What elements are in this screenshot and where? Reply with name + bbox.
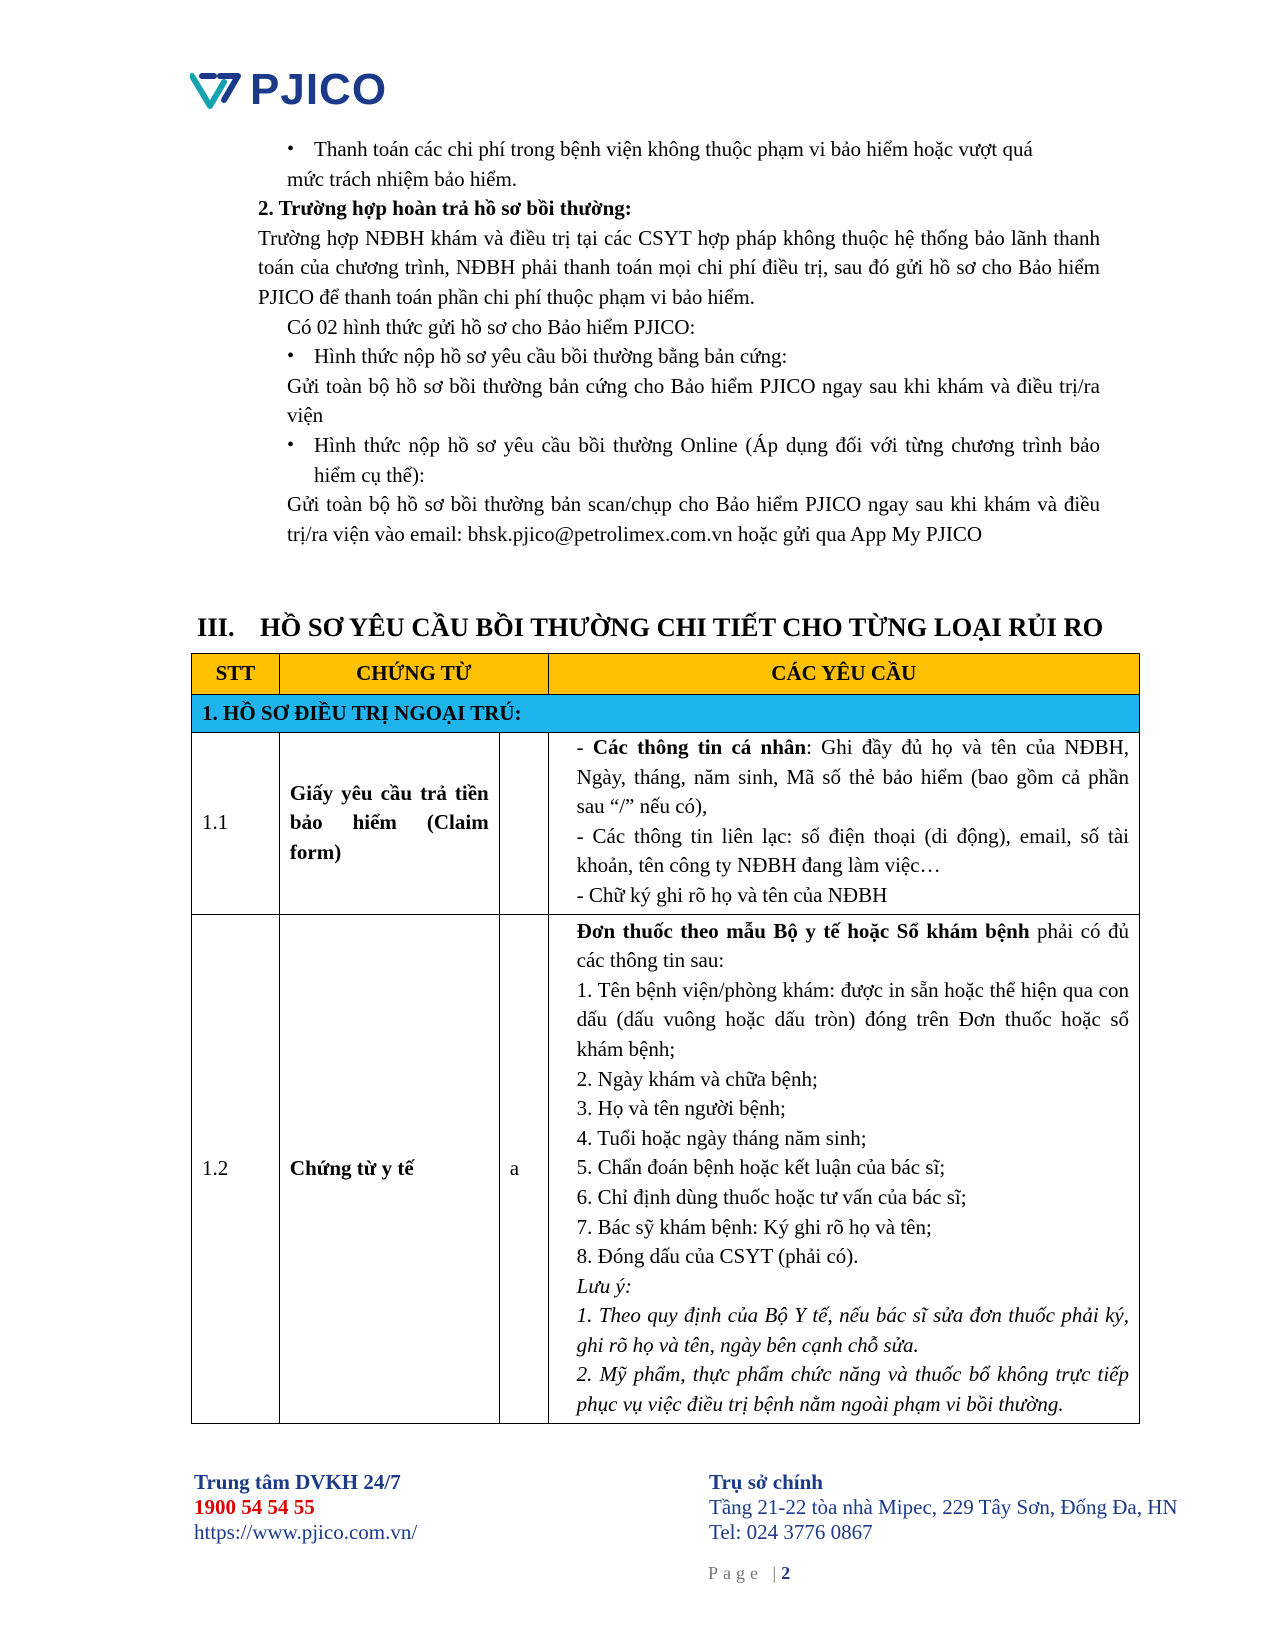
footer-tel: Tel: 024 3776 0867 — [709, 1520, 873, 1544]
hardcopy-detail: Gửi toàn bộ hồ sơ bồi thường bản cứng cho Bảo hiểm PJICO ngay sau khi khám và điều trị/ra viện — [287, 373, 1100, 428]
list-item: 8. Đóng dấu của CSYT (phải có). — [576, 1244, 859, 1269]
body-text — [258, 135, 1100, 549]
heading-reimbursement: 2. Trường hợp hoàn trả hồ sơ bồi thường: — [258, 196, 632, 221]
row-document: Giấy yêu cầu trả tiền bảo hiểm (Claim form) — [279, 733, 499, 915]
list-item: 6. Chỉ định dùng thuốc hoặc tư vấn của bác sĩ; — [576, 1184, 967, 1209]
row-sub — [499, 733, 548, 915]
bullet-costs: • Thanh toán các chi phí trong bệnh viện không thuộc phạm vi bảo hiểm hoặc vượt quá — [258, 135, 1100, 165]
header-stt: STT — [192, 654, 280, 695]
row-requirements: - Các thông tin cá nhân: Ghi đầy đủ họ và tên của NĐBH, Ngày, tháng, năm sinh, Mã số thẻ bảo hiểm (bao gồm cả phần sau “/” nếu có), - Các thông tin liên lạc: số điện thoại (di động), email, số tài khoản, tên công ty NĐBH đang làm việc… - Chữ ký ghi rõ họ và tên của NĐBH — [548, 733, 1139, 915]
section-outpatient-label: 1. HỒ SƠ ĐIỀU TRỊ NGOẠI TRÚ: — [192, 695, 1140, 733]
section-number: III. — [197, 612, 235, 642]
row-stt: 1.2 — [192, 914, 280, 1423]
list-item: 2. Ngày khám và chữa bệnh; — [576, 1066, 818, 1091]
brand-name: PJICO — [250, 65, 388, 114]
section-row-outpatient — [192, 695, 1140, 733]
pjico-logo-mark — [190, 70, 242, 110]
section-title — [197, 612, 1103, 643]
table-header-row — [192, 654, 1140, 695]
footer-hq-title: Trụ sở chính — [709, 1470, 823, 1494]
header-documents: CHỨNG TỪ — [279, 654, 548, 695]
paragraph-reimbursement: Trường hợp NĐBH khám và điều trị tại các CSYT hợp pháp không thuộc hệ thống bảo lãnh thanh toán của chương trình, NĐBH phải thanh toán mọi chi phí điều trị, sau đó gửi hồ sơ cho Bảo hiểm PJICO để thanh toán phần chi phí thuộc phạm vi bảo hiểm. — [258, 225, 1100, 309]
list-item: 4. Tuổi hoặc ngày tháng năm sinh; — [576, 1125, 867, 1150]
online-detail: Gửi toàn bộ hồ sơ bồi thường bản scan/chụp cho Bảo hiểm PJICO ngay sau khi khám và điều trị/ra viện vào email: bhsk.pjico@petrolimex.com.vn hoặc gửi qua App My PJICO — [287, 492, 1100, 546]
claim-documents-table — [191, 653, 1140, 1424]
bullet-hardcopy: • Hình thức nộp hồ sơ yêu cầu bồi thường bằng bản cứng: — [258, 342, 1100, 372]
note-title: Lưu ý: — [576, 1273, 632, 1298]
table-row — [192, 733, 1140, 915]
bullet-online: • Hình thức nộp hồ sơ yêu cầu bồi thường Online (Áp dụng đối với từng chương trình bảo hiểm cụ thể): — [258, 431, 1100, 490]
footer-address: Tầng 21-22 tòa nhà Mipec, 229 Tây Sơn, Đống Đa, HN — [709, 1495, 1178, 1519]
table-row — [192, 914, 1140, 1423]
note-item: 2. Mỹ phẩm, thực phẩm chức năng và thuốc bổ không trực tiếp phục vụ việc điều trị bệnh nằm ngoài phạm vi bồi thường. — [576, 1362, 1129, 1417]
paragraph-methods: Có 02 hình thức gửi hồ sơ cho Bảo hiểm PJICO: — [287, 314, 696, 339]
list-item: 7. Bác sỹ khám bệnh: Ký ghi rõ họ và tên; — [576, 1214, 932, 1239]
page-number: Page |2 — [708, 1563, 791, 1583]
list-item: 3. Họ và tên người bệnh; — [576, 1096, 786, 1121]
bullet-costs-cont: mức trách nhiệm bảo hiểm. — [287, 166, 518, 191]
row-document: Chứng từ y tế — [279, 914, 499, 1423]
list-item: 5. Chẩn đoán bệnh hoặc kết luận của bác sĩ; — [576, 1155, 946, 1180]
section-heading: HỒ SƠ YÊU CẦU BỒI THƯỜNG CHI TIẾT CHO TỪNG LOẠI RỦI RO — [260, 612, 1104, 642]
note-item: 1. Theo quy định của Bộ Y tế, nếu bác sĩ sửa đơn thuốc phải ký, ghi rõ họ và tên, ngày bên cạnh chỗ sửa. — [576, 1303, 1129, 1357]
row-sub: a — [499, 914, 548, 1423]
pjico-logo — [190, 65, 388, 114]
footer-contact — [194, 1470, 417, 1545]
footer-website-link[interactable]: https://www.pjico.com.vn/ — [194, 1520, 418, 1544]
row-requirements: Đơn thuốc theo mẫu Bộ y tế hoặc Sổ khám bệnh phải có đủ các thông tin sau: 1. Tên bệnh viện/phòng khám: được in sẵn hoặc thể hiện qua con dấu (dấu vuông hoặc dấu tròn) đóng trên Đơn thuốc hoặc sổ khám bệnh; 2. Ngày khám và chữa bệnh; 3. Họ và tên người bệnh; 4. Tuổi hoặc ngày tháng năm sinh; 5. Chẩn đoán bệnh hoặc kết luận của bác sĩ; 6. Chỉ định dùng thuốc hoặc tư vấn của bác sĩ; 7. Bác sỹ khám bệnh: Ký ghi rõ họ và tên; 8. Đóng dấu của CSYT (phải có). Lưu ý: 1. Theo quy định của Bộ Y tế, nếu bác sĩ sửa đơn thuốc phải ký, ghi rõ họ và tên, ngày bên cạnh chỗ sửa. 2. Mỹ phẩm, thực phẩm chức năng và thuốc bổ không trực tiếp phục vụ việc điều trị bệnh nằm ngoài phạm vi bồi thường. — [548, 914, 1139, 1423]
footer-phone: 1900 54 54 55 — [194, 1495, 315, 1519]
row-stt: 1.1 — [192, 733, 280, 915]
footer-center-title: Trung tâm DVKH 24/7 — [194, 1470, 401, 1494]
footer-headquarters — [709, 1470, 1178, 1545]
header-requirements: CÁC YÊU CẦU — [548, 654, 1139, 695]
list-item: 1. Tên bệnh viện/phòng khám: được in sẵn hoặc thể hiện qua con dấu (dấu vuông hoặc dấu tròn) đóng trên Đơn thuốc hoặc sổ khám bệnh; — [576, 977, 1129, 1061]
